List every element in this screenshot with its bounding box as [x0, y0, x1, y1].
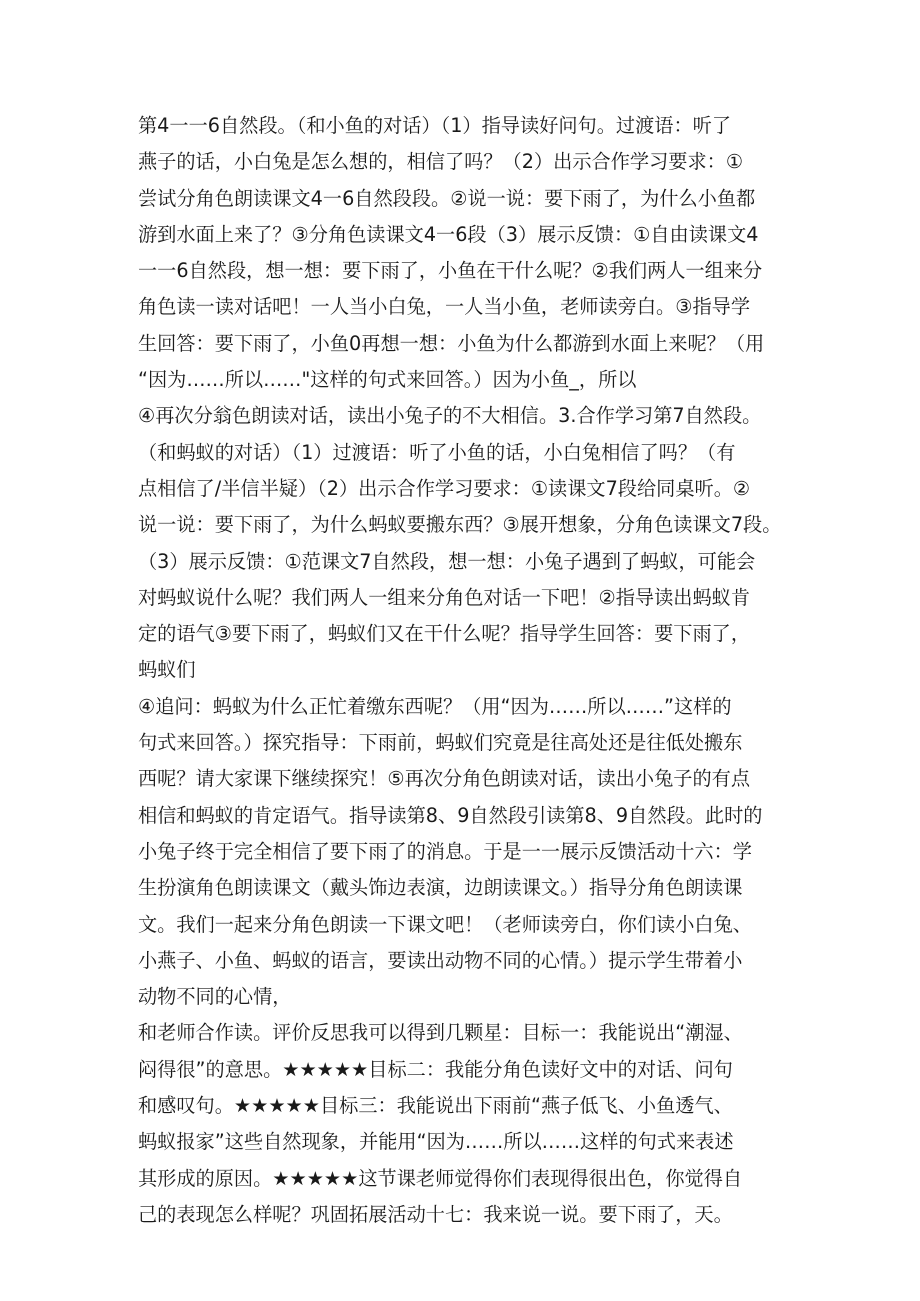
text-line: （和蚂蚁的对话）（1）过渡语：听了小鱼的话，小白兔相信了吗？（有	[138, 440, 736, 464]
text-line: 生回答：要下雨了，小鱼0再想一想：小鱼为什么都游到水面上来呢？（用	[138, 331, 765, 355]
text-line: 游到水面上来了？③分角色读课文4一6段（3）展示反馈：①自由读课文4	[138, 222, 759, 246]
text-line: 一一6自然段，想一想：要下雨了，小鱼在干什么呢？②我们两人一组来分	[138, 259, 763, 283]
text-line: 动物不同的心情，	[138, 985, 292, 1009]
text-line: 说一说：要下雨了，为什么蚂蚁要搬东西？③展开想象，分角色读课文7段。	[138, 513, 782, 537]
text-line: 相信和蚂蚁的肯定语气。指导读第8、9自然段引读第8、9自然段。此时的	[138, 803, 763, 827]
text-line: （3）展示反馈：①范课文7自然段，想一想：小兔子遇到了蚂蚁，可能会	[138, 549, 756, 573]
text-line: 小兔子终于完全相信了要下雨了的消息。于是一一展示反馈活动十六：学	[138, 839, 752, 863]
text-line: 角色读一读对话吧！一人当小白兔，一人当小鱼，老师读旁白。③指导学	[138, 295, 751, 319]
text-line: 西呢？请大家课下继续探究！⑤再次分角色朗读对话，读出小兔子的有点	[138, 767, 751, 791]
text-line: 句式来回答。）探究指导：下雨前，蚂蚁们究竟是往高处还是往低处搬东	[138, 731, 743, 755]
text-line: ④再次分翁色朗读对话，读出小兔子的不大相信。3.合作学习第7自然段。	[138, 404, 762, 428]
text-line: 生扮演角色朗读课文（戴头饰边表演，边朗读课文。）指导分角色朗读课	[138, 876, 743, 900]
text-line: 己的表现怎么样呢？巩固拓展活动十七：我来说一说。要下雨了，天。	[138, 1202, 733, 1226]
text-line: 其形成的原因。★★★★★这节课老师觉得你们表现得很出色，你觉得自	[138, 1166, 743, 1190]
text-line: 蚂蚁们	[138, 658, 196, 682]
text-line: 文。我们一起来分角色朗读一下课文吧！（老师读旁白，你们读小白兔、	[138, 912, 752, 936]
text-line: 对蚂蚁说什么呢？我们两人一组来分角色对话一下吧！②指导读出蚂蚁肯	[138, 585, 751, 609]
text-line: 和老师合作读。评价反思我可以得到几颗星：目标一：我能说出“潮湿、	[138, 1021, 743, 1045]
text-line: “因为……所以……"这样的句式来回答。）因为小鱼_，所以	[138, 368, 637, 392]
text-line: ④追问：蚂蚁为什么正忙着缴东西呢？（用“因为……所以……”这样的	[138, 694, 732, 718]
text-line: 闷得很”的意思。★★★★★目标二：我能分角色读好文中的对话、问句	[138, 1057, 733, 1081]
text-line: 第4一一6自然段。（和小鱼的对话）（1）指导读好问句。过渡语：听了	[138, 114, 732, 137]
text-line: 燕子的话，小白兔是怎么想的，相信了吗？（2）出示合作学习要求：①	[138, 150, 744, 174]
body-text	[138, 108, 798, 1233]
text-line: 和感叹句。★★★★★目标三：我能说出下雨前“燕子低飞、小鱼透气、	[138, 1094, 733, 1118]
text-line: 小燕子、小鱼、蚂蚁的语言，要读出动物不同的心情。）提示学生带着小	[138, 948, 743, 972]
text-line: 蚂蚁报家”这些自然现象，并能用“因为……所以……这样的句式来表述	[138, 1130, 734, 1154]
text-line: 尝试分角色朗读课文4一6自然段段。②说一说：要下雨了，为什么小鱼都	[138, 186, 756, 210]
text-line: 点相信了/半信半疑）（2）出示合作学习要求：①读课文7段给同桌听。②	[138, 476, 751, 500]
text-line: 定的语气③要下雨了，蚂蚁们又在干什么呢？指导学生回答：要下雨了，	[138, 622, 751, 646]
